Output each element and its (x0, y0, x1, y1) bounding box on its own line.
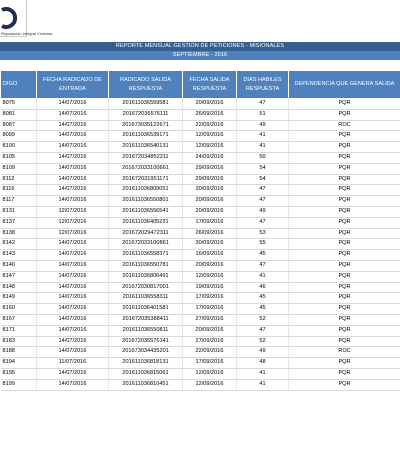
cell-response-date: 17/09/2016 (183, 217, 237, 228)
cell-response-number: 201611036401581 (109, 304, 183, 315)
table-row (1, 250, 400, 261)
cell-entry-date: 14/07/2016 (37, 109, 109, 120)
cell-business-days: 45 (237, 250, 289, 261)
cell-response-date: 17/09/2016 (183, 358, 237, 369)
cell-code: 8137 (1, 217, 37, 228)
table-row (1, 293, 400, 304)
cell-entry-date: 14/07/2016 (37, 282, 109, 293)
cell-department: PQR (289, 217, 400, 228)
cell-response-number: 201611036559581 (109, 99, 183, 110)
cell-business-days: 47 (237, 185, 289, 196)
table-row (1, 347, 400, 358)
cell-response-date: 27/09/2016 (183, 336, 237, 347)
cell-response-date: 29/09/2016 (183, 163, 237, 174)
cell-response-number: 201672029472311 (109, 228, 183, 239)
cell-response-date: 27/09/2016 (183, 314, 237, 325)
cell-business-days: 47 (237, 260, 289, 271)
table-row (1, 109, 400, 120)
logo-icon (0, 0, 26, 34)
cell-response-number: 201611036540131 (109, 142, 183, 153)
table-row (1, 185, 400, 196)
cell-business-days: 47 (237, 325, 289, 336)
cell-response-number: 201672033100661 (109, 163, 183, 174)
cell-entry-date: 14/07/2016 (37, 368, 109, 379)
cell-code: 8148 (1, 282, 37, 293)
cell-response-date: 20/09/2016 (183, 206, 237, 217)
cell-response-number: 201672035388411 (109, 314, 183, 325)
cell-code: 8099 (1, 131, 37, 142)
header-entry-date: FECHA RADICADO DE ENTRADA (37, 71, 109, 99)
cell-entry-date: 11/07/2016 (37, 358, 109, 369)
logo (0, 0, 53, 42)
cell-response-number: 201611036539171 (109, 131, 183, 142)
cell-entry-date: 14/07/2016 (37, 314, 109, 325)
cell-business-days: 49 (237, 347, 289, 358)
cell-department: PQR (289, 271, 400, 282)
cell-response-number: 201611036818131 (109, 358, 183, 369)
cell-department: PQR (289, 152, 400, 163)
cell-entry-date: 14/07/2016 (37, 325, 109, 336)
cell-entry-date: 14/07/2016 (37, 163, 109, 174)
cell-department: PQR (289, 228, 400, 239)
cell-business-days: 48 (237, 358, 289, 369)
cell-code: 8138 (1, 228, 37, 239)
cell-code: 8146 (1, 260, 37, 271)
cell-entry-date: 12/07/2016 (37, 206, 109, 217)
cell-code: 8147 (1, 271, 37, 282)
cell-department: PQR (289, 239, 400, 250)
table-row (1, 99, 400, 110)
cell-response-number: 201672036576111 (109, 109, 183, 120)
cell-response-date: 12/09/2016 (183, 131, 237, 142)
cell-code: 8195 (1, 368, 37, 379)
cell-department: PQR (289, 196, 400, 207)
cell-entry-date: 14/07/2016 (37, 142, 109, 153)
cell-department: PQR (289, 336, 400, 347)
cell-department: PQR (289, 314, 400, 325)
cell-response-date: 16/09/2016 (183, 250, 237, 261)
cell-business-days: 55 (237, 239, 289, 250)
cell-entry-date: 14/07/2016 (37, 304, 109, 315)
cell-code: 8194 (1, 358, 37, 369)
table-row (1, 131, 400, 142)
cell-response-date: 20/09/2016 (183, 196, 237, 207)
cell-code: 8131 (1, 206, 37, 217)
table-row (1, 282, 400, 293)
cell-entry-date: 14/07/2016 (37, 120, 109, 131)
cell-response-date: 20/09/2016 (183, 99, 237, 110)
cell-response-date: 26/09/2016 (183, 109, 237, 120)
cell-department: PQR (289, 250, 400, 261)
cell-response-number: 201611036550801 (109, 196, 183, 207)
cell-response-date: 12/09/2016 (183, 271, 237, 282)
cell-response-number: 201611036556541 (109, 206, 183, 217)
table-row (1, 120, 400, 131)
cell-department: PQR (289, 99, 400, 110)
cell-department: PQR (289, 379, 400, 390)
cell-department: PQR (289, 185, 400, 196)
cell-business-days: 53 (237, 228, 289, 239)
cell-response-date: 12/09/2016 (183, 379, 237, 390)
cell-response-number: 201611036810451 (109, 379, 183, 390)
header-code: DIGO (1, 71, 37, 99)
cell-entry-date: 14/07/2016 (37, 271, 109, 282)
cell-code: 8116 (1, 185, 37, 196)
cell-business-days: 47 (237, 217, 289, 228)
cell-business-days: 46 (237, 282, 289, 293)
table-row (1, 304, 400, 315)
cell-business-days: 41 (237, 368, 289, 379)
cell-response-number: 201611036558371 (109, 250, 183, 261)
cell-department: PQR (289, 304, 400, 315)
header-department: DEPENDENCIA QUE GENERA SALIDA (289, 71, 400, 99)
cell-code: 8188 (1, 347, 37, 358)
cell-entry-date: 14/07/2016 (37, 250, 109, 261)
table-row (1, 368, 400, 379)
cell-department: PQR (289, 260, 400, 271)
cell-response-number: 201611036550811 (109, 325, 183, 336)
cell-department: PQR (289, 282, 400, 293)
cell-response-date: 17/09/2016 (183, 293, 237, 304)
cell-response-number: 201611036815061 (109, 368, 183, 379)
cell-code: 8199 (1, 379, 37, 390)
cell-code: 8142 (1, 239, 37, 250)
cell-response-number: 201611036806491 (109, 271, 183, 282)
cell-response-number: 201672033100861 (109, 239, 183, 250)
table-row (1, 336, 400, 347)
cell-business-days: 41 (237, 131, 289, 142)
table-row (1, 325, 400, 336)
cell-response-number: 201672031951171 (109, 174, 183, 185)
cell-department: PQR (289, 163, 400, 174)
header-business-days: DIAS HABILES RESPUESTA (237, 71, 289, 99)
cell-response-date: 22/09/2016 (183, 347, 237, 358)
cell-code: 8149 (1, 293, 37, 304)
cell-department: PQR (289, 325, 400, 336)
cell-code: 8183 (1, 336, 37, 347)
cell-department: ROC (289, 347, 400, 358)
table-row (1, 239, 400, 250)
cell-business-days: 41 (237, 271, 289, 282)
table-row (1, 358, 400, 369)
cell-response-date: 19/09/2016 (183, 282, 237, 293)
cell-response-number: 201673035122671 (109, 120, 183, 131)
cell-business-days: 45 (237, 293, 289, 304)
cell-code: 8117 (1, 196, 37, 207)
cell-entry-date: 14/07/2016 (37, 99, 109, 110)
cell-response-date: 30/09/2016 (183, 239, 237, 250)
cell-department: PQR (289, 293, 400, 304)
cell-response-date: 17/09/2016 (183, 304, 237, 315)
cell-business-days: 41 (237, 142, 289, 153)
table-row (1, 163, 400, 174)
cell-entry-date: 14/07/2016 (37, 196, 109, 207)
cell-code: 8087 (1, 120, 37, 131)
cell-entry-date: 14/07/2016 (37, 131, 109, 142)
table-row (1, 314, 400, 325)
cell-response-date: 20/09/2016 (183, 260, 237, 271)
cell-code: 8143 (1, 250, 37, 261)
cell-business-days: 49 (237, 120, 289, 131)
cell-entry-date: 14/07/2016 (37, 185, 109, 196)
cell-response-date: 12/09/2016 (183, 368, 237, 379)
cell-code: 8109 (1, 163, 37, 174)
cell-department: PQR (289, 206, 400, 217)
cell-response-date: 26/09/2016 (183, 228, 237, 239)
petitions-table (0, 70, 400, 391)
cell-entry-date: 14/07/2016 (37, 379, 109, 390)
cell-business-days: 47 (237, 196, 289, 207)
report-month: SEPTIEMBRE - 2016 (0, 51, 400, 60)
cell-department: PQR (289, 131, 400, 142)
cell-business-days: 50 (237, 152, 289, 163)
cell-response-date: 20/09/2016 (183, 185, 237, 196)
cell-code: 8075 (1, 99, 37, 110)
cell-department: PQR (289, 368, 400, 379)
cell-entry-date: 14/07/2016 (37, 347, 109, 358)
cell-business-days: 47 (237, 99, 289, 110)
cell-department: ROC (289, 120, 400, 131)
cell-business-days: 54 (237, 163, 289, 174)
cell-code: 8171 (1, 325, 37, 336)
cell-entry-date: 14/07/2016 (37, 336, 109, 347)
cell-department: PQR (289, 174, 400, 185)
cell-response-date: 24/09/2016 (183, 152, 237, 163)
cell-code: 8105 (1, 152, 37, 163)
cell-department: PQR (289, 142, 400, 153)
cell-response-date: 29/09/2016 (183, 174, 237, 185)
cell-business-days: 52 (237, 314, 289, 325)
cell-response-date: 20/09/2016 (183, 325, 237, 336)
cell-business-days: 41 (237, 379, 289, 390)
cell-response-number: 201672030817001 (109, 282, 183, 293)
header-response-number: RADICADO SALIDA RESPUESTA (109, 71, 183, 99)
table-row (1, 174, 400, 185)
cell-code: 8081 (1, 109, 37, 120)
logo-text: Reparación Integral Víctimas (1, 31, 53, 36)
table-row (1, 217, 400, 228)
cell-entry-date: 14/07/2016 (37, 174, 109, 185)
cell-response-date: 22/09/2016 (183, 120, 237, 131)
cell-business-days: 54 (237, 174, 289, 185)
cell-response-number: 201611036558311 (109, 293, 183, 304)
table-row (1, 379, 400, 390)
cell-entry-date: 14/07/2016 (37, 152, 109, 163)
report-title: REPORTE MENSUAL GESTION DE PETICIONES - MISIONALES (0, 42, 400, 51)
table-row (1, 271, 400, 282)
cell-code: 8100 (1, 142, 37, 153)
cell-department: PQR (289, 358, 400, 369)
cell-code: 8112 (1, 174, 37, 185)
cell-business-days: 45 (237, 304, 289, 315)
cell-response-number: 201611036405231 (109, 217, 183, 228)
cell-entry-date: 14/07/2016 (37, 260, 109, 271)
table-body (1, 99, 400, 391)
cell-entry-date: 12/07/2016 (37, 228, 109, 239)
cell-response-date: 12/09/2016 (183, 142, 237, 153)
table-header-row (1, 71, 400, 99)
cell-entry-date: 14/07/2016 (37, 239, 109, 250)
cell-code: 8160 (1, 304, 37, 315)
cell-entry-date: 12/07/2016 (37, 217, 109, 228)
table-row (1, 152, 400, 163)
cell-business-days: 49 (237, 206, 289, 217)
cell-response-number: 201672036576141 (109, 336, 183, 347)
table-row (1, 260, 400, 271)
cell-business-days: 51 (237, 109, 289, 120)
cell-business-days: 52 (237, 336, 289, 347)
table-row (1, 206, 400, 217)
table-row (1, 196, 400, 207)
table-row (1, 142, 400, 153)
cell-response-number: 201673034435201 (109, 347, 183, 358)
cell-response-number: 201611036809051 (109, 185, 183, 196)
cell-entry-date: 14/07/2016 (37, 293, 109, 304)
table-row (1, 228, 400, 239)
cell-response-number: 201611036550781 (109, 260, 183, 271)
cell-department: PQR (289, 109, 400, 120)
header-response-date: FECHA SALIDA RESPUESTA (183, 71, 237, 99)
cell-code: 8167 (1, 314, 37, 325)
cell-response-number: 201672034852211 (109, 152, 183, 163)
